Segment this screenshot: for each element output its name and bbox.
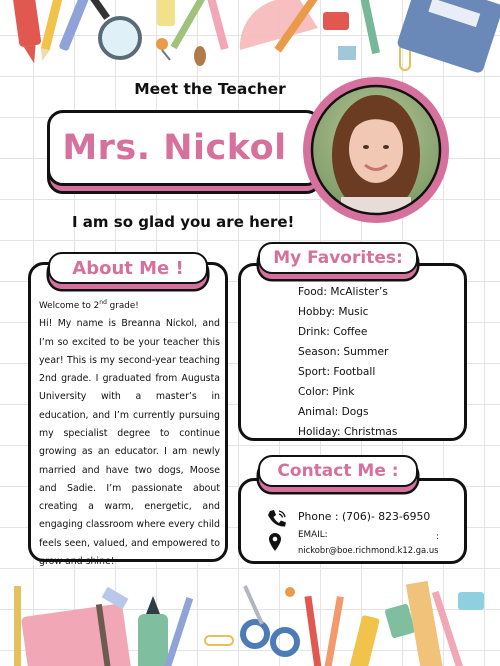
teacher-name-banner (47, 110, 322, 194)
notebook-icon (396, 0, 500, 74)
pushpin-icon (156, 38, 170, 60)
eraser-icon (458, 592, 484, 610)
pushpin-icon (285, 587, 295, 597)
pencil-icon (205, 0, 228, 50)
welcome-line: Welcome to 2nd grade! (39, 299, 139, 311)
about-me-body: Hi! My name is Breanna Nickol, and I’m so excited to be your teacher this year! This is my second-year teaching 2nd grade. I graduated from Augusta University with a master’s in education, and I’m currently pursuing my specialist degree to continue growing as an educator. I am newly married and have two dogs, Moose and Sadie. I’m passionate about creating a warm, energetic, and engaging classroom where every child feels seen, valued, and empowered to grow and shine! (39, 318, 220, 568)
glue-stick-icon (157, 0, 175, 26)
marker-icon (348, 615, 380, 666)
phone-icon (266, 508, 288, 528)
favorites-title: My Favorites: (273, 248, 403, 268)
marker-icon (12, 0, 42, 65)
favorite-item-food: Food: McAlister’s (298, 286, 388, 298)
bottom-school-supplies-decoration (0, 576, 500, 666)
paperclip-icon (205, 636, 233, 645)
favorite-item-holiday: Holiday: Christmas (298, 426, 398, 438)
pencil-icon (14, 586, 21, 666)
about-me-title: About Me ! (72, 257, 184, 279)
about-me-text (39, 294, 220, 571)
favorite-item-drink: Drink: Coffee (298, 326, 368, 338)
teacher-portrait-image (303, 77, 449, 223)
glue-bottle-icon (138, 596, 168, 666)
greeting-text: I am so glad you are here! (72, 213, 295, 231)
contact-email-label: EMAIL: (298, 530, 328, 540)
favorite-item-sport: Sport: Football (298, 366, 376, 378)
pencil-icon (323, 596, 344, 666)
notebook-icon (21, 603, 132, 666)
favorite-item-animal: Animal: Dogs (298, 406, 369, 418)
meet-the-teacher-subtitle: Meet the Teacher (134, 80, 286, 98)
binder-clip-icon (338, 46, 356, 60)
contact-title: Contact Me : (277, 461, 399, 481)
paintbrush-icon (171, 0, 207, 66)
favorite-item-season: Season: Summer (298, 346, 389, 358)
contact-email-colon: : (436, 532, 439, 542)
favorites-title-pill (258, 242, 418, 274)
favorites-list (298, 282, 458, 442)
about-me-title-pill (48, 252, 208, 284)
teacher-photo (303, 77, 449, 223)
teacher-name: Mrs. Nickol (62, 128, 287, 168)
pencil-icon (38, 0, 64, 62)
location-pin-icon (268, 532, 282, 552)
pen-icon (58, 0, 90, 52)
pencil-icon (359, 0, 380, 54)
contact-email[interactable]: nickobr@boe.richmond.k12.ga.us (298, 545, 439, 555)
pencil-icon (304, 596, 322, 666)
contact-title-pill (258, 455, 418, 487)
magnifier-icon (89, 0, 140, 58)
favorite-item-hobby: Hobby: Music (298, 306, 369, 318)
favorite-item-color: Color: Pink (298, 386, 355, 398)
top-school-supplies-decoration (0, 0, 500, 75)
contact-phone: Phone : (706)- 823-6950 (298, 510, 431, 523)
sharpener-icon (323, 12, 349, 30)
